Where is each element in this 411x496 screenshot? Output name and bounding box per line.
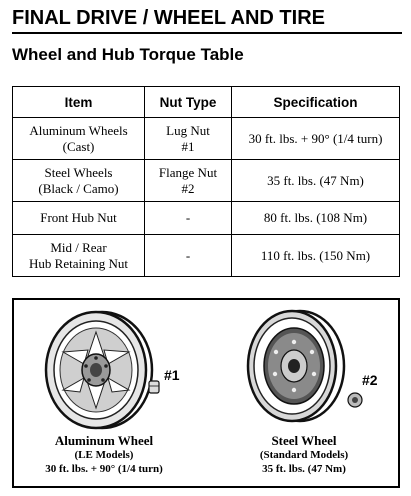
nut-line: - xyxy=(185,247,191,263)
item-line: Mid / Rear xyxy=(50,239,107,255)
specification-cell: 110 ft. lbs. (150 Nm) xyxy=(232,235,400,277)
item-cell xyxy=(13,118,145,160)
steel-nut-label: #2 xyxy=(362,372,378,388)
steel-wheel-torque: 35 ft. lbs. (47 Nm) xyxy=(262,463,346,475)
nut-line: - xyxy=(185,210,191,225)
page-title: FINAL DRIVE / WHEEL AND TIRE xyxy=(12,6,402,34)
aluminum-nut-label: #1 xyxy=(164,367,180,383)
nut-type-cell xyxy=(145,235,232,277)
aluminum-wheel-caption xyxy=(14,434,194,476)
table-row xyxy=(13,202,400,235)
item-line: (Black / Camo) xyxy=(38,180,119,196)
nut-type-cell xyxy=(145,202,232,235)
steel-wheel-caption xyxy=(214,434,394,476)
section-title: Wheel and Hub Torque Table xyxy=(12,45,244,64)
flange-nut-icon xyxy=(346,390,364,408)
item-line: (Cast) xyxy=(62,138,95,154)
item-line: Steel Wheels xyxy=(44,164,113,180)
specification-cell: 35 ft. lbs. (47 Nm) xyxy=(232,160,400,202)
steel-wheel-illustration xyxy=(232,308,350,428)
item-cell xyxy=(13,235,145,277)
nut-line: Flange Nut xyxy=(158,164,218,180)
aluminum-wheel-illustration xyxy=(34,308,164,430)
torque-table xyxy=(12,86,400,277)
nut-line: #1 xyxy=(181,138,195,154)
column-header-item: Item xyxy=(13,87,145,118)
wheel-illustration-panel xyxy=(12,298,400,488)
nut-type-cell xyxy=(145,160,232,202)
item-cell xyxy=(13,160,145,202)
specification-cell: 80 ft. lbs. (108 Nm) xyxy=(232,202,400,235)
steel-wheel-models: (Standard Models) xyxy=(259,449,349,461)
table-row xyxy=(13,160,400,202)
item-line: Aluminum Wheels xyxy=(29,122,128,138)
steel-wheel-name: Steel Wheel xyxy=(271,433,337,448)
item-line: Front Hub Nut xyxy=(40,210,117,225)
column-header-specification: Specification xyxy=(232,87,400,118)
item-cell xyxy=(13,202,145,235)
specification-cell: 30 ft. lbs. + 90° (1/4 turn) xyxy=(232,118,400,160)
nut-line: Lug Nut xyxy=(166,122,210,138)
lug-nut-icon xyxy=(146,378,162,396)
aluminum-wheel-models: (LE Models) xyxy=(74,449,134,461)
nut-type-cell xyxy=(145,118,232,160)
table-row xyxy=(13,235,400,277)
item-line: Hub Retaining Nut xyxy=(29,255,128,271)
table-header-row xyxy=(13,87,400,118)
nut-line: #2 xyxy=(181,180,195,196)
column-header-nut-type: Nut Type xyxy=(145,87,232,118)
table-row xyxy=(13,118,400,160)
aluminum-wheel-name: Aluminum Wheel xyxy=(54,433,154,448)
aluminum-wheel-torque: 30 ft. lbs. + 90° (1/4 turn) xyxy=(45,463,163,475)
